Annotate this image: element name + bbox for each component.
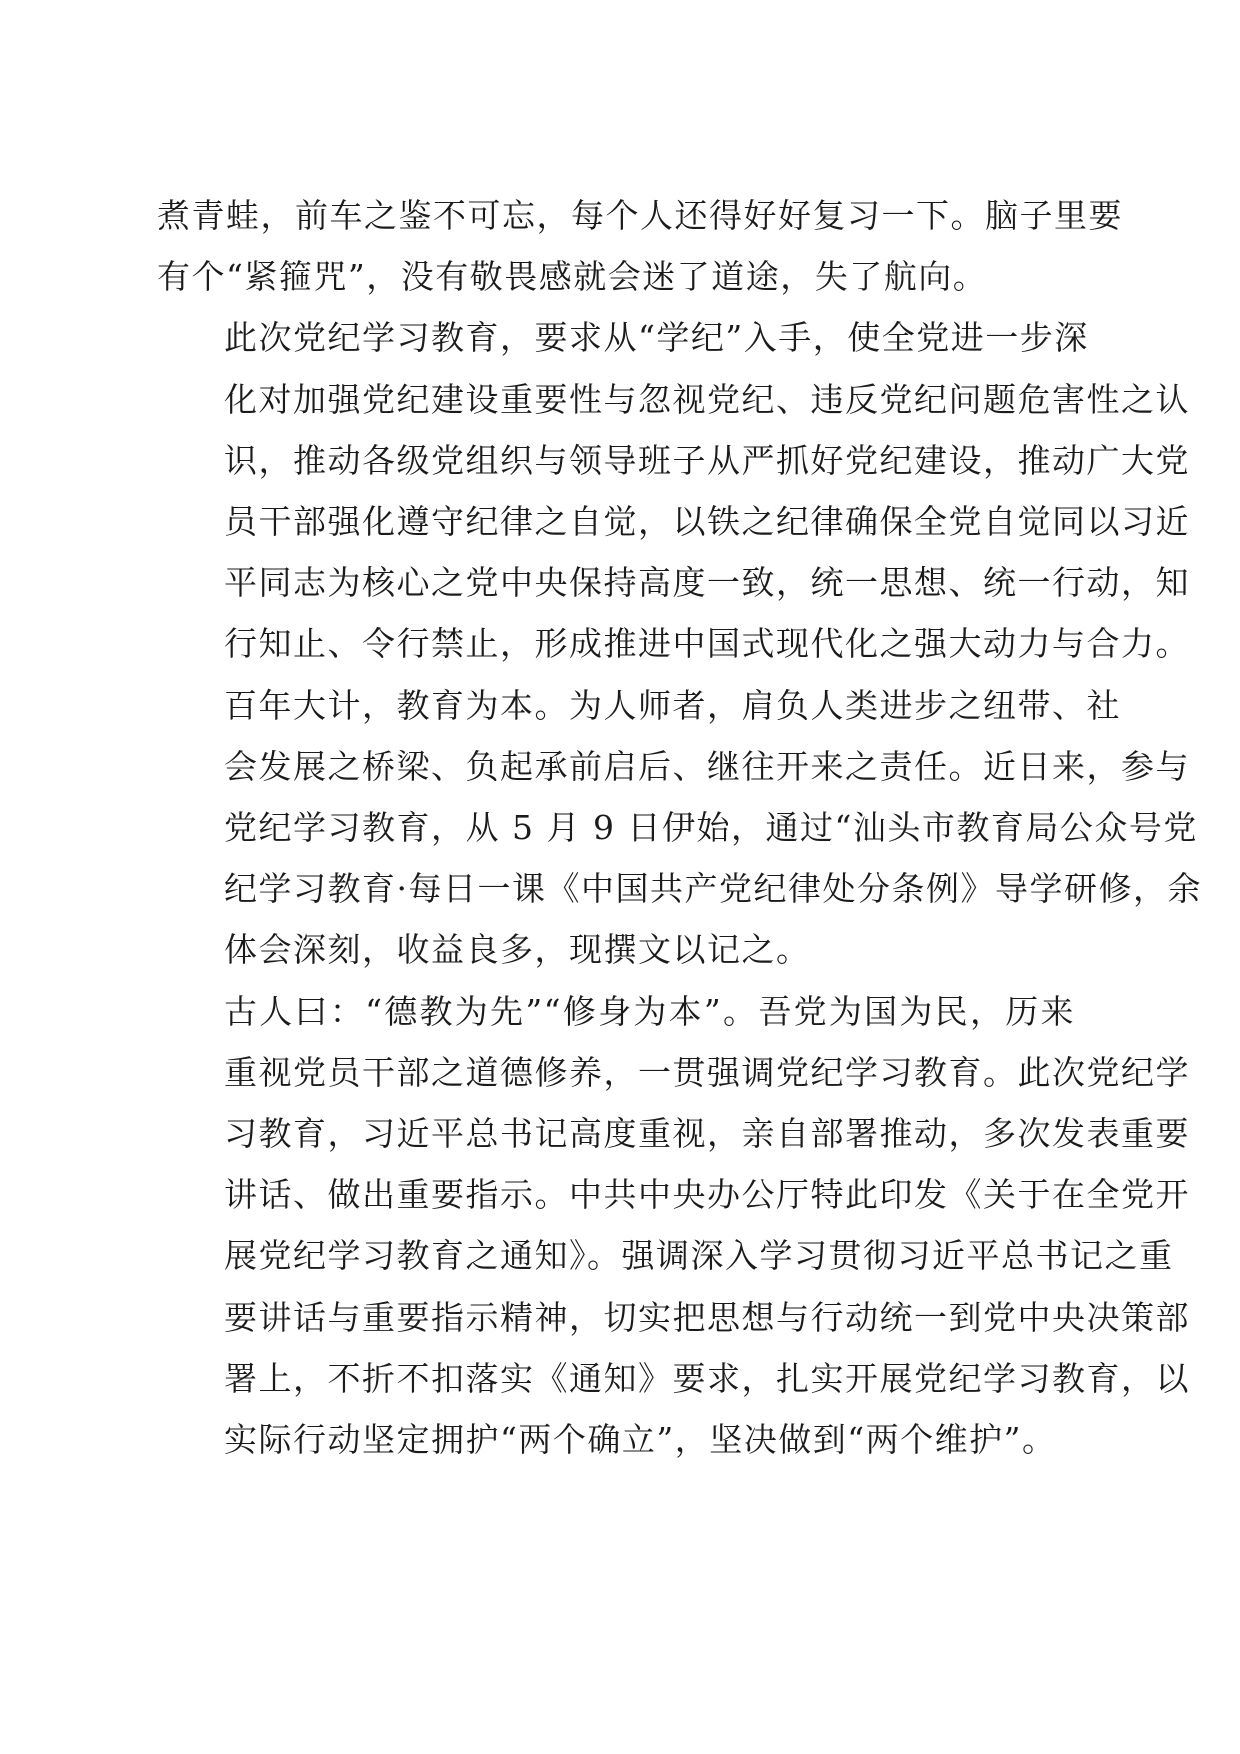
text-line: 煮青蛙，前车之鉴不可忘，每个人还得好好复习一下。脑子里要 [157,196,1123,235]
text-line: 化对加强党纪建设重要性与忽视党纪、违反党纪问题危害性之认 [224,379,1190,419]
text-line: 党纪学习教育，从 5 月 9 日伊始，通过“汕头市教育局公众号党 [224,808,1198,848]
text-line: 实际行动坚定拥护“两个确立”，坚决做到“两个维护”。 [224,1420,1057,1460]
text-line: 习教育，习近平总书记高度重视，亲自部署推动，多次发表重要 [224,1114,1190,1154]
paragraph-2 [157,307,1190,674]
text-line: 此次党纪学习教育，要求从“学纪”入手，使全党进一步深 [224,318,1089,358]
document-body [157,185,1202,1470]
text-line: 员干部强化遵守纪律之自觉，以铁之纪律确保全党自觉同以习近 [224,502,1190,542]
text-line: 平同志为核心之党中央保持高度一致，统一思想、统一行动，知 [224,563,1190,603]
text-line: 署上，不折不扣落实《通知》要求，扎实开展党纪学习教育，以 [224,1358,1190,1398]
text-line: 识，推动各级党组织与领导班子从严抓好党纪建设，推动广大党 [224,440,1190,480]
text-line: 古人曰：“德教为先”“修身为本”。吾党为国为民，历来 [224,991,1075,1031]
text-line: 有个“紧箍咒”，没有敬畏感就会迷了道途，失了航向。 [157,257,988,297]
paragraph-4 [157,981,1190,1471]
text-line: 展党纪学习教育之通知》。强调深入学习贯彻习近平总书记之重 [224,1236,1174,1276]
text-line: 重视党员干部之道德修养，一贯强调党纪学习教育。此次党纪学 [224,1052,1190,1092]
text-line: 纪学习教育·每日一课《中国共产党纪律处分条例》导学研修，余 [224,869,1202,909]
paragraph-3 [157,675,1202,981]
text-line: 讲话、做出重要指示。中共中央办公厅特此印发《关于在全党开 [224,1175,1190,1215]
text-line: 百年大计，教育为本。为人师者，肩负人类进步之纽带、社 [224,685,1121,725]
text-line: 要讲话与重要指示精神，切实把思想与行动统一到党中央决策部 [224,1297,1190,1337]
text-line: 体会深刻，收益良多，现撰文以记之。 [224,930,811,970]
text-line: 行知止、令行禁止，形成推进中国式现代化之强大动力与合力。 [224,624,1190,664]
text-line: 会发展之桥梁、负起承前启后、继往开来之责任。近日来，参与 [224,746,1190,786]
paragraph-1 [157,185,1123,307]
